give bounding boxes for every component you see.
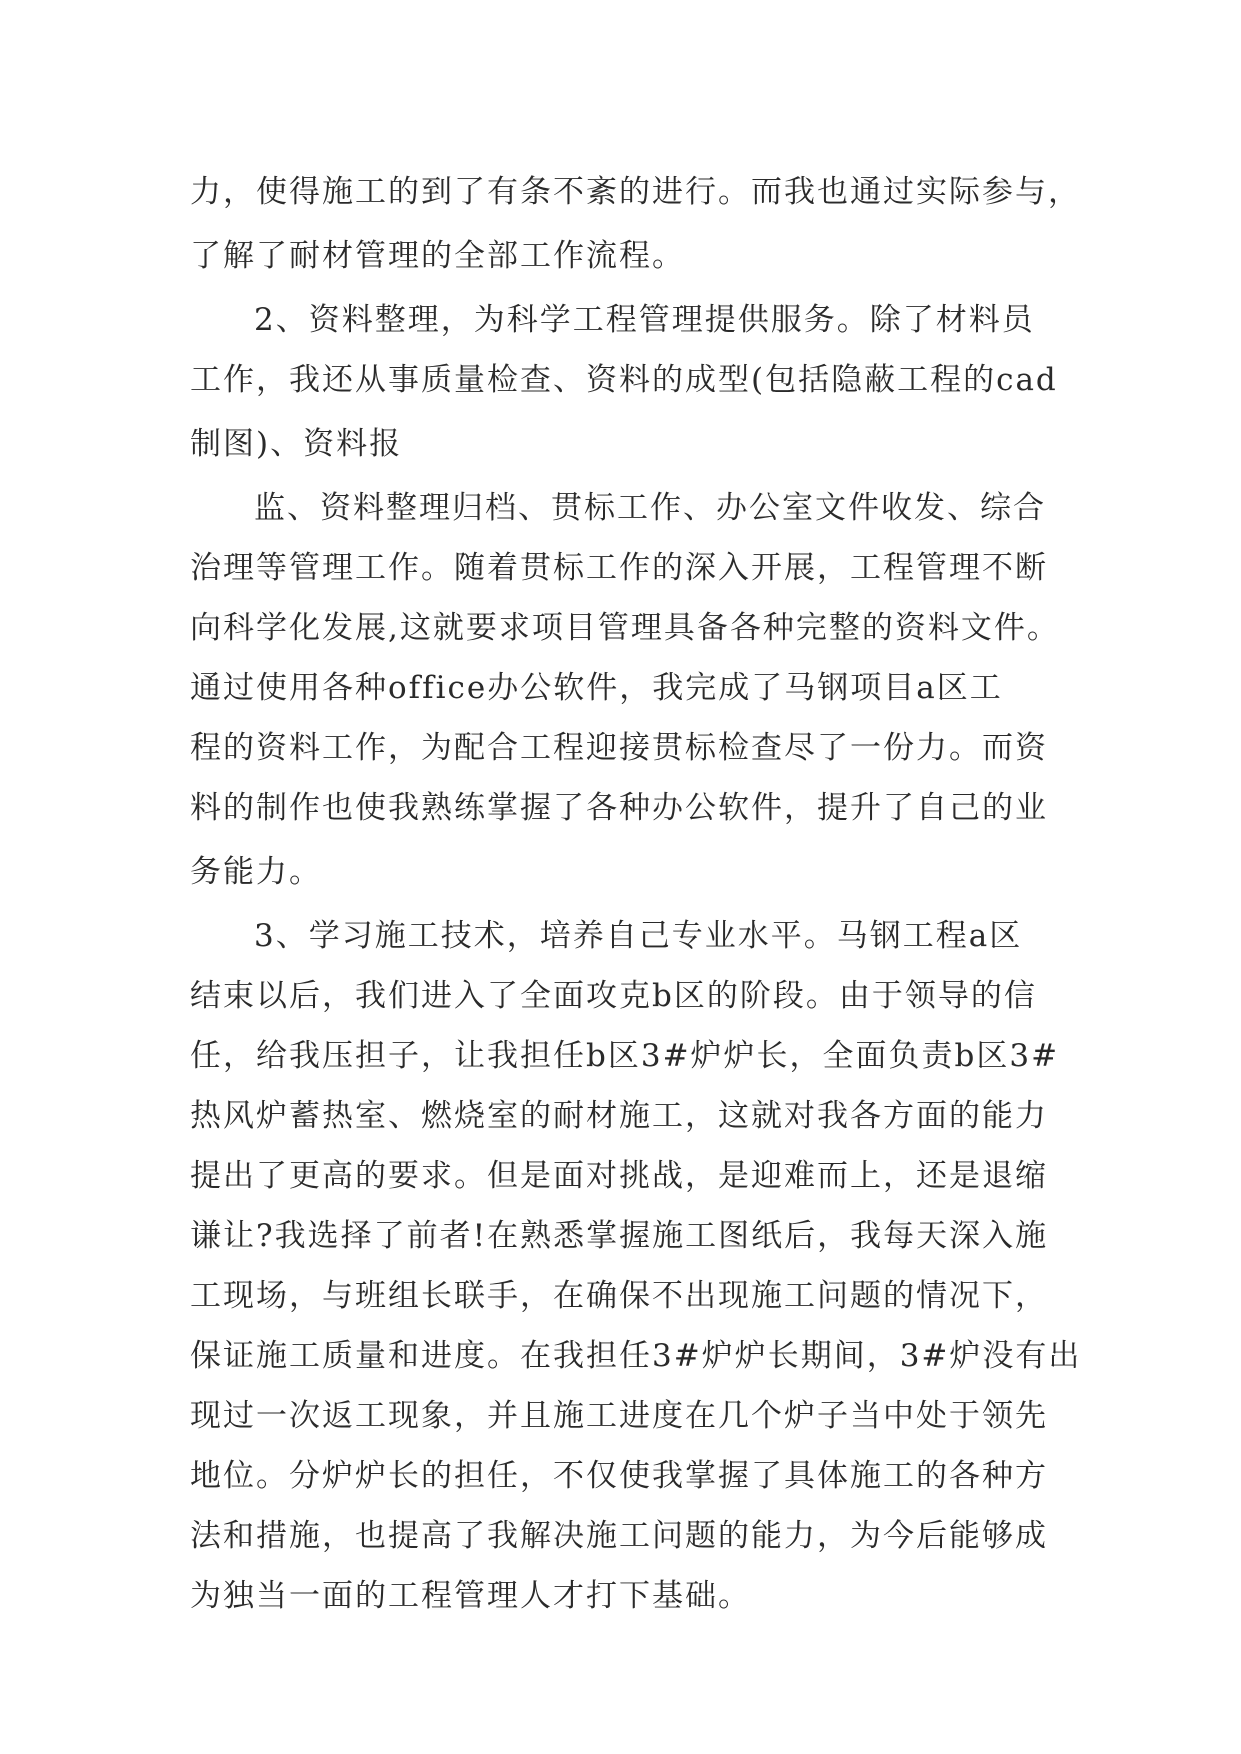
text-line: 工现场，与班组长联手，在确保不出现施工问题的情况下， (190, 1278, 1048, 1314)
text-line: 力，使得施工的到了有条不紊的进行。而我也通过实际参与， (190, 174, 1081, 210)
text-line: 治理等管理工作。随着贯标工作的深入开展，工程管理不断 (190, 550, 1048, 586)
text-line: 任，给我压担子，让我担任b区3#炉炉长，全面负责b区3# (190, 1038, 1060, 1074)
text-line: 提出了更高的要求。但是面对挑战，是迎难而上，还是退缩 (190, 1158, 1048, 1194)
text-line: 工作，我还从事质量检查、资料的成型(包括隐蔽工程的cad (190, 362, 1058, 398)
paragraph-2-start: 2、资料整理，为科学工程管理提供服务。除了材料员 (254, 302, 1035, 338)
text-line: 制图)、资料报 (190, 426, 403, 462)
text-line: 谦让?我选择了前者!在熟悉掌握施工图纸后，我每天深入施 (190, 1218, 1049, 1254)
text-line: 结束以后，我们进入了全面攻克b区的阶段。由于领导的信 (190, 978, 1037, 1014)
text-line: 向科学化发展,这就要求项目管理具备各种完整的资料文件。 (190, 610, 1060, 646)
paragraph-3-start: 3、学习施工技术，培养自己专业水平。马钢工程a区 (254, 918, 1023, 954)
text-line: 务能力。 (190, 854, 322, 890)
document-body (190, 162, 1082, 1626)
text-line: 料的制作也使我熟练掌握了各种办公软件，提升了自己的业 (190, 790, 1048, 826)
text-line: 法和措施，也提高了我解决施工问题的能力，为今后能够成 (190, 1518, 1048, 1554)
text-line: 保证施工质量和进度。在我担任3#炉炉长期间，3#炉没有出 (190, 1338, 1082, 1374)
text-line: 现过一次返工现象，并且施工进度在几个炉子当中处于领先 (190, 1398, 1048, 1434)
text-line: 通过使用各种office办公软件，我完成了马钢项目a区工 (190, 670, 1003, 706)
text-line: 程的资料工作，为配合工程迎接贯标检查尽了一份力。而资 (190, 730, 1048, 766)
text-line: 为独当一面的工程管理人才打下基础。 (190, 1578, 751, 1614)
paragraph-continuation-start: 监、资料整理归档、贯标工作、办公室文件收发、综合 (254, 490, 1046, 526)
text-line: 热风炉蓄热室、燃烧室的耐材施工，这就对我各方面的能力 (190, 1098, 1048, 1134)
text-line: 了解了耐材管理的全部工作流程。 (190, 238, 685, 274)
text-line: 地位。分炉炉长的担任，不仅使我掌握了具体施工的各种方 (190, 1458, 1048, 1494)
